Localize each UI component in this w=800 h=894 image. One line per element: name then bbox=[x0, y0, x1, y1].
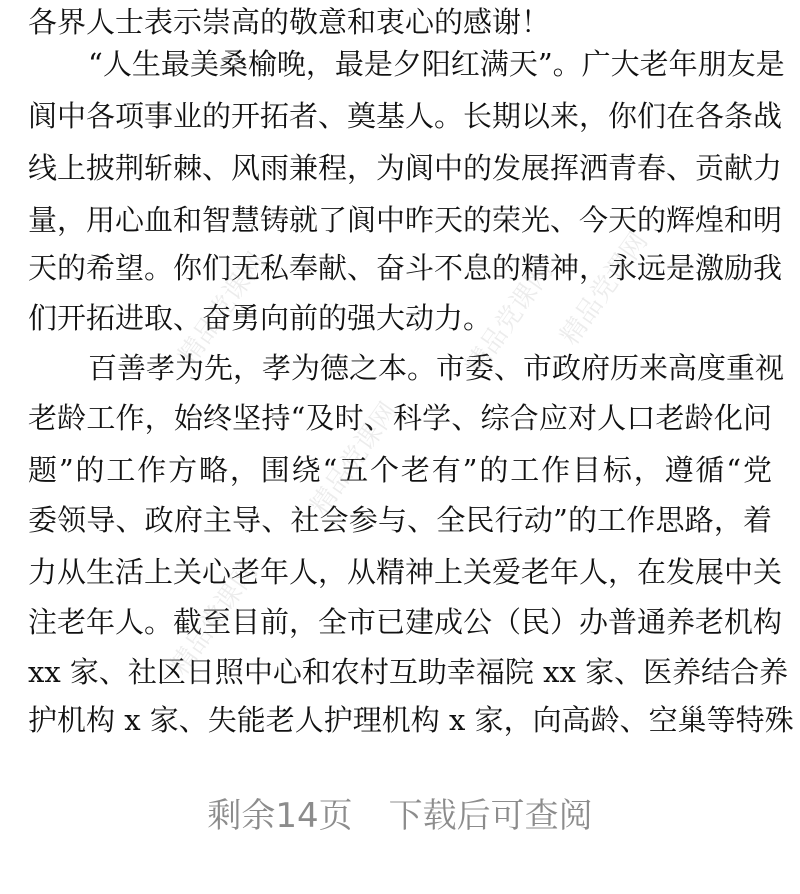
remaining-pages-label: 剩余14页 bbox=[207, 796, 353, 836]
text-line-15: 护机构 x 家、失能老人护理机构 x 家，向高龄、空巢等特殊 bbox=[28, 703, 794, 737]
text-line-8: 百善孝为先，孝为德之本。市委、市政府历来高度重视 bbox=[88, 351, 785, 385]
text-line-7: 们开拓进取、奋勇向前的强大动力。 bbox=[28, 301, 493, 335]
text-line-11: 委领导、政府主导、社会参与、全民行动”的工作思路，着 bbox=[28, 503, 772, 537]
download-to-view-label: 下载后可查阅 bbox=[388, 796, 593, 836]
text-line-1: 各界人士表示崇高的敬意和衷心的感谢！ bbox=[28, 5, 551, 39]
watermark-2: 精品党课网 bbox=[304, 396, 405, 521]
text-line-4: 线上披荆斩棘、风雨兼程，为阆中的发展挥洒青春、贡献力 bbox=[28, 151, 783, 185]
text-line-12: 力从生活上关心老年人，从精神上关爱老年人，在发展中关 bbox=[28, 555, 783, 589]
text-line-3: 阆中各项事业的开拓者、奠基人。长期以来，你们在各条战 bbox=[28, 99, 783, 133]
watermark-3: 精品党课网 bbox=[459, 256, 560, 381]
watermark-1: 精品党课网 bbox=[172, 246, 273, 371]
text-line-14: xx 家、社区日照中心和农村互助幸福院 xx 家、医养结合养 bbox=[28, 655, 789, 689]
text-line-5: 量，用心血和智慧铸就了阆中昨天的荣光、今天的辉煌和明 bbox=[28, 203, 783, 237]
text-line-10: 题”的工作方略，围绕“五个老有”的工作目标，遵循“党 bbox=[28, 453, 772, 487]
text-line-13: 注老年人。截至目前，全市已建成公（民）办普通养老机构 bbox=[28, 605, 783, 639]
watermark-5: 精品党课网 bbox=[554, 226, 655, 351]
download-prompt[interactable] bbox=[0, 790, 800, 842]
text-line-9: 老龄工作，始终坚持“及时、科学、综合应对人口老龄化问 bbox=[28, 401, 772, 435]
text-line-2: “人生最美桑榆晚，最是夕阳红满天”。广大老年朋友是 bbox=[88, 47, 785, 81]
text-line-6: 天的希望。你们无私奉献、奋斗不息的精神，永远是激励我 bbox=[28, 251, 783, 285]
watermark-4: 精品党课网 bbox=[164, 556, 265, 681]
